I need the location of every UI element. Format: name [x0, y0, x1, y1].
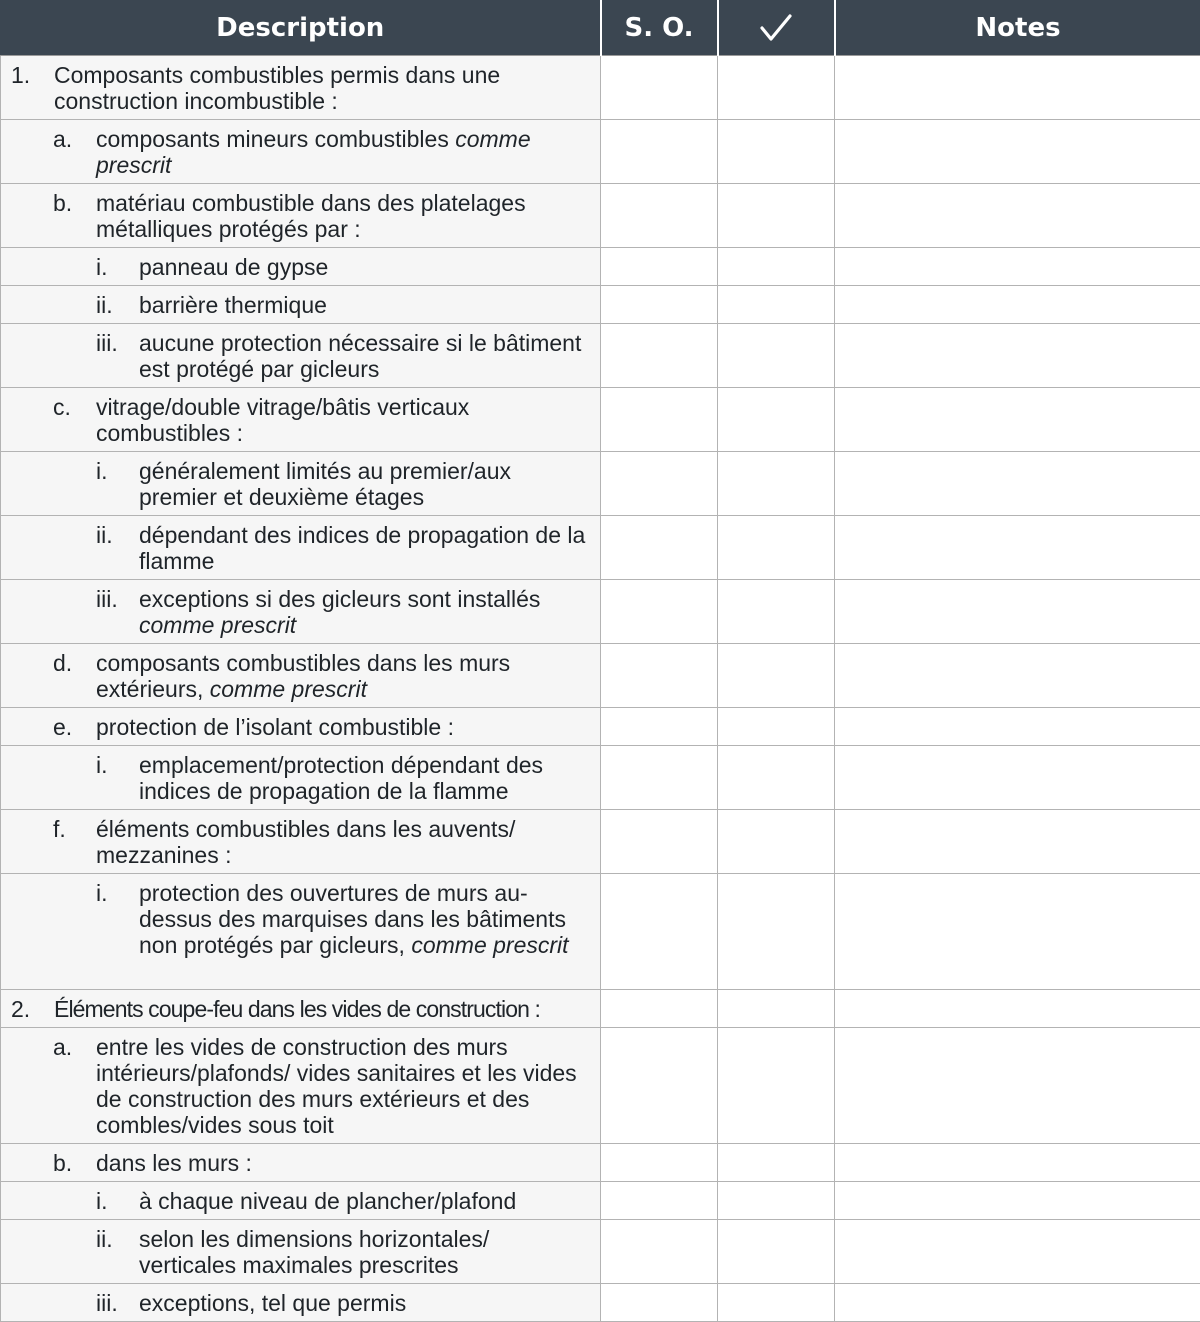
- notes-cell[interactable]: [835, 874, 1200, 990]
- check-cell[interactable]: [718, 874, 835, 990]
- notes-cell[interactable]: [835, 1220, 1200, 1284]
- item-letter: c.: [53, 394, 96, 420]
- notes-cell[interactable]: [835, 1144, 1200, 1182]
- item-text: dans les murs :: [96, 1150, 590, 1176]
- so-cell[interactable]: [601, 1284, 718, 1322]
- item-text: selon les dimensions horizontales/ verticales maximales prescrites: [139, 1226, 590, 1278]
- item-letter: a.: [53, 126, 96, 152]
- item-letter: a.: [53, 1034, 96, 1060]
- item-text: aucune protection nécessaire si le bâtiment est protégé par gicleurs: [139, 330, 590, 382]
- item-italic-text: comme prescrit: [96, 126, 531, 178]
- so-cell[interactable]: [601, 286, 718, 324]
- table-row: [1, 388, 1200, 452]
- notes-cell[interactable]: [835, 516, 1200, 580]
- item-roman: ii.: [96, 292, 139, 318]
- item-letter: e.: [53, 714, 96, 740]
- check-header: [718, 0, 835, 56]
- item-text: exceptions, tel que permis: [139, 1290, 590, 1316]
- check-cell[interactable]: [718, 1144, 835, 1182]
- item-text: Éléments coupe-feu dans les vides de construction :: [54, 996, 590, 1022]
- notes-cell[interactable]: [835, 1182, 1200, 1220]
- description-header: Description: [1, 0, 601, 56]
- description-cell: [1, 990, 601, 1028]
- description-cell: [1, 324, 601, 388]
- item-roman: i.: [96, 458, 139, 484]
- so-cell[interactable]: [601, 810, 718, 874]
- check-cell[interactable]: [718, 810, 835, 874]
- check-cell[interactable]: [718, 286, 835, 324]
- description-cell: [1, 874, 601, 990]
- item-text: protection des ouvertures de murs au-dessus des marquises dans les bâtiments non protégés par gicleurs,: [139, 880, 566, 958]
- table-row: [1, 990, 1200, 1028]
- description-cell: [1, 746, 601, 810]
- so-cell[interactable]: [601, 120, 718, 184]
- so-cell[interactable]: [601, 644, 718, 708]
- item-text: Composants combustibles permis dans une construction incombustible :: [54, 62, 590, 114]
- notes-cell[interactable]: [835, 1284, 1200, 1322]
- notes-cell[interactable]: [835, 746, 1200, 810]
- item-letter: f.: [53, 816, 96, 842]
- so-header: S. O.: [601, 0, 718, 56]
- table-row: [1, 516, 1200, 580]
- description-cell: [1, 580, 601, 644]
- table-row: [1, 120, 1200, 184]
- item-roman: iii.: [96, 1290, 139, 1316]
- description-cell: [1, 452, 601, 516]
- item-text: protection de l’isolant combustible :: [96, 714, 590, 740]
- notes-cell[interactable]: [835, 248, 1200, 286]
- check-cell[interactable]: [718, 708, 835, 746]
- notes-cell[interactable]: [835, 708, 1200, 746]
- item-number: 1.: [11, 62, 54, 88]
- description-cell: [1, 1182, 601, 1220]
- checkmark-icon: [719, 13, 834, 43]
- check-cell[interactable]: [718, 324, 835, 388]
- table-row: [1, 286, 1200, 324]
- table-row: [1, 248, 1200, 286]
- item-text: à chaque niveau de plancher/plafond: [139, 1188, 590, 1214]
- so-cell[interactable]: [601, 990, 718, 1028]
- item-text: composants mineurs combustibles: [96, 126, 449, 152]
- check-cell[interactable]: [718, 452, 835, 516]
- table-row: [1, 708, 1200, 746]
- table-row: [1, 1220, 1200, 1284]
- check-cell[interactable]: [718, 120, 835, 184]
- so-cell[interactable]: [601, 324, 718, 388]
- table-row: [1, 452, 1200, 516]
- table-row: [1, 1182, 1200, 1220]
- check-cell[interactable]: [718, 184, 835, 248]
- description-cell: [1, 1144, 601, 1182]
- check-cell[interactable]: [718, 746, 835, 810]
- item-text: généralement limités au premier/aux premier et deuxième étages: [139, 458, 590, 510]
- item-italic-text: comme prescrit: [411, 932, 568, 958]
- item-italic-text: comme prescrit: [139, 612, 296, 638]
- header-row: [1, 0, 1200, 56]
- description-cell: [1, 810, 601, 874]
- check-cell[interactable]: [718, 644, 835, 708]
- notes-cell[interactable]: [835, 388, 1200, 452]
- description-cell: [1, 516, 601, 580]
- table-row: [1, 56, 1200, 120]
- item-text: entre les vides de construction des murs intérieurs/plafonds/ vides sanitaires et les vides de construction des murs extérieurs et des combles/vides sous toit: [96, 1034, 590, 1138]
- notes-cell[interactable]: [835, 580, 1200, 644]
- table-row: [1, 580, 1200, 644]
- notes-cell[interactable]: [835, 452, 1200, 516]
- item-roman: iii.: [96, 586, 139, 612]
- check-cell[interactable]: [718, 56, 835, 120]
- item-text: emplacement/protection dépendant des indices de propagation de la flamme: [139, 752, 590, 804]
- description-cell: [1, 1220, 601, 1284]
- check-cell[interactable]: [718, 1182, 835, 1220]
- notes-cell[interactable]: [835, 644, 1200, 708]
- table-row: [1, 874, 1200, 990]
- description-cell: [1, 708, 601, 746]
- description-cell: [1, 1028, 601, 1144]
- item-roman: ii.: [96, 522, 139, 548]
- description-cell: [1, 644, 601, 708]
- check-cell[interactable]: [718, 516, 835, 580]
- notes-cell[interactable]: [835, 1028, 1200, 1144]
- notes-header: Notes: [835, 0, 1200, 56]
- so-cell[interactable]: [601, 516, 718, 580]
- item-text: vitrage/double vitrage/bâtis verticaux combustibles :: [96, 394, 590, 446]
- table-row: [1, 644, 1200, 708]
- so-cell[interactable]: [601, 874, 718, 990]
- item-text: exceptions si des gicleurs sont installés: [139, 586, 540, 612]
- description-cell: [1, 120, 601, 184]
- item-number: 2.: [11, 996, 54, 1022]
- item-roman: i.: [96, 1188, 139, 1214]
- check-cell[interactable]: [718, 1028, 835, 1144]
- so-cell[interactable]: [601, 1028, 718, 1144]
- check-cell[interactable]: [718, 580, 835, 644]
- so-cell[interactable]: [601, 708, 718, 746]
- so-cell[interactable]: [601, 388, 718, 452]
- item-letter: b.: [53, 190, 96, 216]
- item-text: panneau de gypse: [139, 254, 590, 280]
- item-roman: i.: [96, 752, 139, 778]
- item-italic-text: comme prescrit: [210, 676, 367, 702]
- check-cell[interactable]: [718, 1284, 835, 1322]
- check-cell[interactable]: [718, 248, 835, 286]
- check-cell[interactable]: [718, 1220, 835, 1284]
- notes-cell[interactable]: [835, 184, 1200, 248]
- so-cell[interactable]: [601, 1220, 718, 1284]
- item-letter: b.: [53, 1150, 96, 1176]
- description-cell: [1, 184, 601, 248]
- notes-cell[interactable]: [835, 810, 1200, 874]
- table-row: [1, 324, 1200, 388]
- description-cell: [1, 286, 601, 324]
- check-cell[interactable]: [718, 990, 835, 1028]
- table-row: [1, 184, 1200, 248]
- notes-cell[interactable]: [835, 286, 1200, 324]
- table-row: [1, 1144, 1200, 1182]
- item-roman: i.: [96, 254, 139, 280]
- description-cell: [1, 56, 601, 120]
- item-letter: d.: [53, 650, 96, 676]
- item-roman: ii.: [96, 1226, 139, 1252]
- so-cell[interactable]: [601, 56, 718, 120]
- item-roman: iii.: [96, 330, 139, 356]
- item-text: matériau combustible dans des platelages métalliques protégés par :: [96, 190, 590, 242]
- item-text: barrière thermique: [139, 292, 590, 318]
- table-row: [1, 746, 1200, 810]
- so-cell[interactable]: [601, 184, 718, 248]
- table-row: [1, 1028, 1200, 1144]
- description-cell: [1, 1284, 601, 1322]
- description-cell: [1, 388, 601, 452]
- so-cell[interactable]: [601, 452, 718, 516]
- so-cell[interactable]: [601, 1144, 718, 1182]
- item-text: éléments combustibles dans les auvents/ mezzanines :: [96, 816, 590, 868]
- check-cell[interactable]: [718, 388, 835, 452]
- notes-cell[interactable]: [835, 990, 1200, 1028]
- so-cell[interactable]: [601, 1182, 718, 1220]
- notes-cell[interactable]: [835, 120, 1200, 184]
- notes-cell[interactable]: [835, 324, 1200, 388]
- notes-cell[interactable]: [835, 56, 1200, 120]
- so-cell[interactable]: [601, 248, 718, 286]
- so-cell[interactable]: [601, 746, 718, 810]
- so-cell[interactable]: [601, 580, 718, 644]
- description-cell: [1, 248, 601, 286]
- table-row: [1, 810, 1200, 874]
- item-roman: i.: [96, 880, 139, 906]
- item-text: dépendant des indices de propagation de la flamme: [139, 522, 590, 574]
- table-row: [1, 1284, 1200, 1322]
- item-text: composants combustibles dans les murs extérieurs,: [96, 650, 510, 702]
